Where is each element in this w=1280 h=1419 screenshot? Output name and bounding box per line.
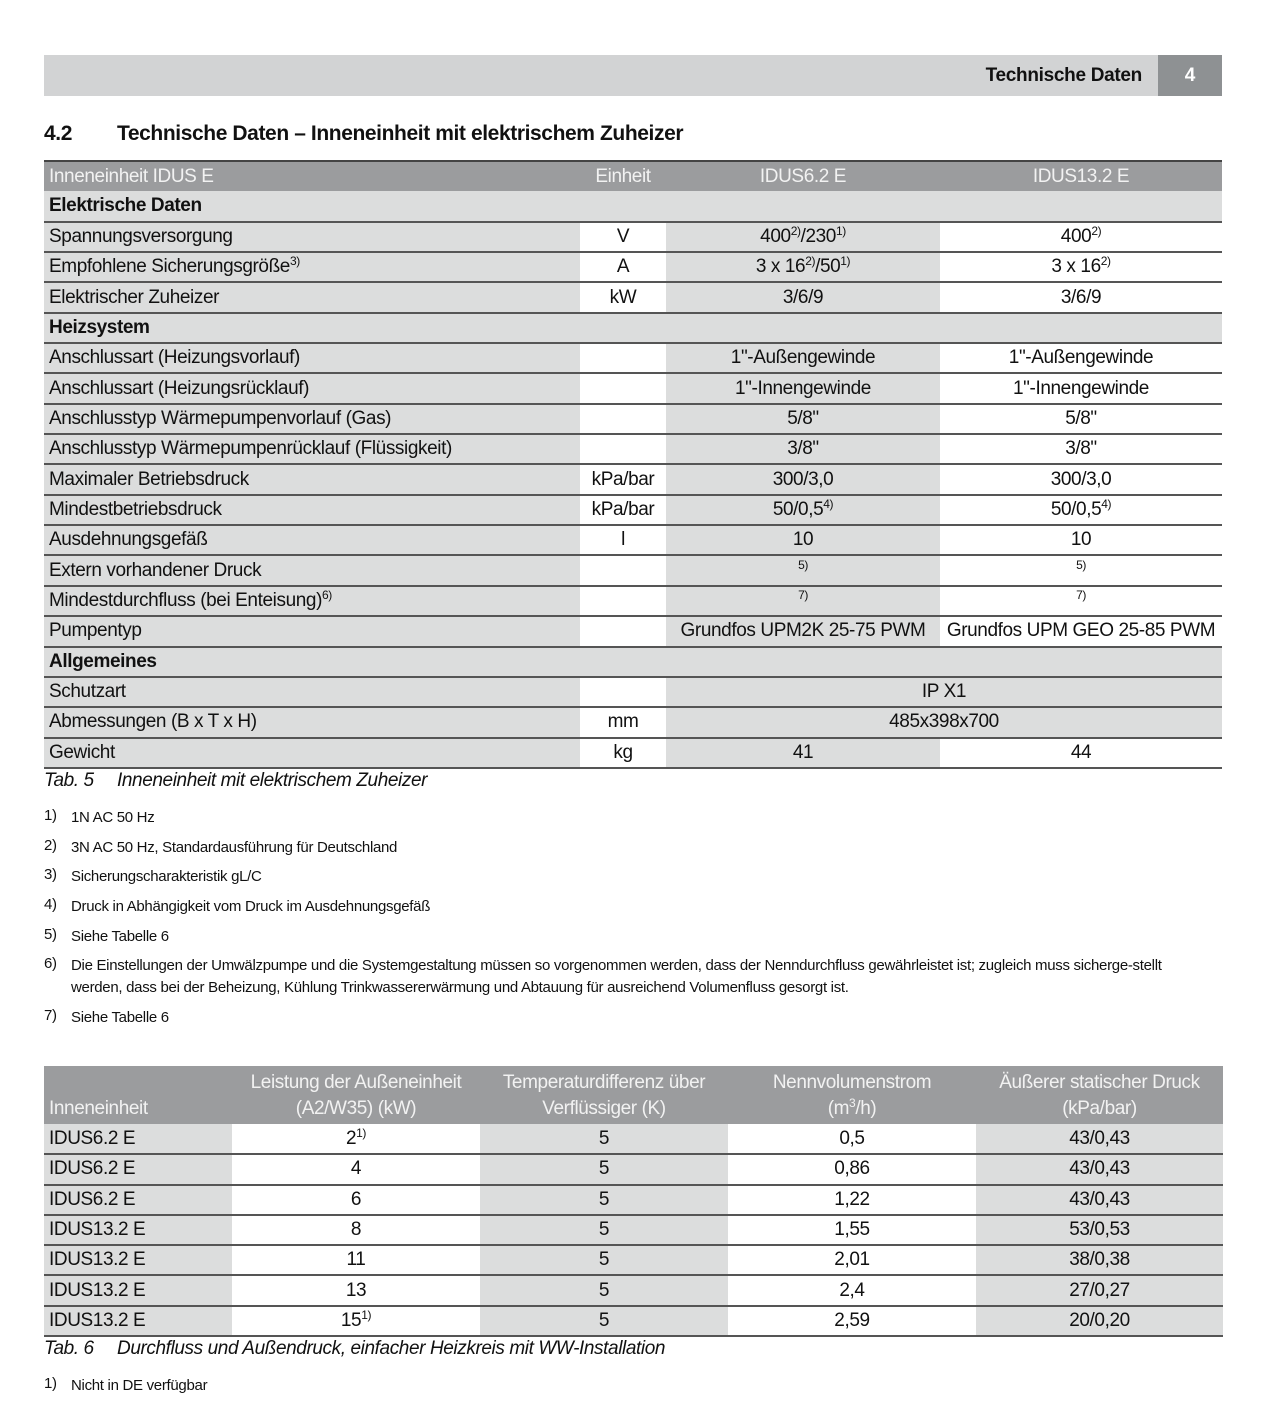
caption-text: Inneneinheit mit elektrischem Zuheizer [117, 770, 428, 791]
col-header-temperaturdifferenz: Temperaturdifferenz über Verflüssiger (K) [480, 1066, 728, 1124]
table-row [44, 464, 1222, 494]
value-idus13: 5/8" [940, 404, 1222, 434]
value-idus6: Grundfos UPM2K 25-75 PWM [666, 616, 940, 646]
table-header-row [44, 1066, 1223, 1124]
table-row [44, 738, 1222, 768]
row-label: Spannungsversorgung [44, 222, 580, 252]
page-number: 4 [1158, 55, 1222, 96]
row-unit [580, 616, 666, 646]
value-shared: IP X1 [666, 677, 1222, 707]
footnote: 5) Siehe Tabelle 6 [44, 926, 169, 945]
value-idus6: 1"-Innengewinde [666, 373, 940, 403]
value-idus13: Grundfos UPM GEO 25-85 PWM [940, 616, 1222, 646]
cell-temperaturdifferenz: 5 [480, 1275, 728, 1305]
group-row-allgemeines [44, 647, 1222, 677]
row-unit: V [580, 222, 666, 252]
footnote: 4) Druck in Abhängigkeit vom Druck im Ausdehnungsgefäß [44, 896, 431, 915]
cell-statischer-druck: 43/0,43 [976, 1154, 1223, 1184]
row-label: Anschlussart (Heizungsrücklauf) [44, 373, 580, 403]
row-unit: mm [580, 707, 666, 737]
row-label: Extern vorhandener Druck [44, 555, 580, 585]
table-header-row [44, 161, 1222, 191]
section-number: 4.2 [44, 122, 72, 145]
value-idus13: 300/3,0 [940, 464, 1222, 494]
value-idus13: 1"-Außengewinde [940, 343, 1222, 373]
value-idus6: 10 [666, 525, 940, 555]
table-number: Tab. 5 [44, 770, 94, 791]
cell-statischer-druck: 43/0,43 [976, 1124, 1223, 1154]
group-row-heizsystem [44, 313, 1222, 343]
cell-nennvolumenstrom: 1,55 [728, 1215, 976, 1245]
col-header-einheit: Einheit [580, 161, 666, 191]
cell-leistung: 13 [232, 1275, 480, 1305]
col-header-leistung: Leistung der Außeneinheit (A2/W35) (kW) [232, 1066, 480, 1124]
cell-inneneinheit: IDUS6.2 E [44, 1124, 232, 1154]
row-label: Mindestbetriebsdruck [44, 495, 580, 525]
cell-nennvolumenstrom: 2,4 [728, 1275, 976, 1305]
cell-temperaturdifferenz: 5 [480, 1215, 728, 1245]
row-label: Ausdehnungsgefäß [44, 525, 580, 555]
table-row [44, 707, 1222, 737]
cell-nennvolumenstrom: 1,22 [728, 1185, 976, 1215]
cell-temperaturdifferenz: 5 [480, 1245, 728, 1275]
value-idus6: 300/3,0 [666, 464, 940, 494]
value-idus13: 3/8" [940, 434, 1222, 464]
table-row [44, 373, 1222, 403]
cell-leistung: 15$^{1)}$ [232, 1306, 480, 1336]
cell-inneneinheit: IDUS13.2 E [44, 1306, 232, 1336]
cell-leistung: 6 [232, 1185, 480, 1215]
value-idus6: 1"-Außengewinde [666, 343, 940, 373]
row-label: Anschlusstyp Wärmepumpenrücklauf (Flüssigkeit) [44, 434, 580, 464]
row-unit [580, 343, 666, 373]
cell-nennvolumenstrom: 0,86 [728, 1154, 976, 1184]
caption-text: Durchfluss und Außendruck, einfacher Heizkreis mit WW-Installation [117, 1338, 666, 1359]
value-idus6: 5) [666, 555, 940, 585]
value-idus13: 400$^{2)}$ [940, 222, 1222, 252]
table-row [44, 495, 1222, 525]
col-header-inneneinheit: Inneneinheit IDUS E [44, 161, 580, 191]
row-label: Elektrischer Zuheizer [44, 282, 580, 312]
table-row [44, 1124, 1223, 1154]
cell-nennvolumenstrom: 0,5 [728, 1124, 976, 1154]
row-unit [580, 586, 666, 616]
table-row [44, 586, 1222, 616]
value-idus13: 44 [940, 738, 1222, 768]
table-row [44, 1306, 1223, 1336]
table-row [44, 1215, 1223, 1245]
value-idus13: 3 x 16$^{2)}$ [940, 252, 1222, 282]
section-title: Technische Daten – Inneneinheit mit elektrischem Zuheizer [117, 122, 684, 145]
footnote: 6) Die Einstellungen der Umwälzpumpe und die Systemgestaltung müssen so vorgenommen werden, dass der Nenndurchfluss gewährleistet ist; zugleich muss sicherge-stellt werden, dass bei der Beheizung, Kühlung Trinkwassererwärmung und Abtauung für ausreichend Volumenfluss gesorgt ist. [44, 955, 1162, 996]
table-row [44, 252, 1222, 282]
cell-inneneinheit: IDUS13.2 E [44, 1215, 232, 1245]
row-unit: l [580, 525, 666, 555]
value-idus13: 1"-Innengewinde [940, 373, 1222, 403]
value-idus6: 3 x 16$^{2)}$/50$^{1)}$ [666, 252, 940, 282]
value-idus6: 50/0,5$^{4)}$ [666, 495, 940, 525]
row-unit: A [580, 252, 666, 282]
row-label: Abmessungen (B x T x H) [44, 707, 580, 737]
cell-inneneinheit: IDUS6.2 E [44, 1185, 232, 1215]
row-label: Maximaler Betriebsdruck [44, 464, 580, 494]
table-row [44, 1185, 1223, 1215]
value-idus6: 7) [666, 586, 940, 616]
cell-inneneinheit: IDUS6.2 E [44, 1154, 232, 1184]
value-idus6: 41 [666, 738, 940, 768]
row-unit [580, 677, 666, 707]
table-row [44, 282, 1222, 312]
table-row [44, 404, 1222, 434]
cell-statischer-druck: 43/0,43 [976, 1185, 1223, 1215]
cell-statischer-druck: 20/0,20 [976, 1306, 1223, 1336]
row-unit: kPa/bar [580, 495, 666, 525]
row-label: Pumpentyp [44, 616, 580, 646]
table-caption [44, 1338, 665, 1360]
footnote: 2) 3N AC 50 Hz, Standardausführung für Deutschland [44, 837, 398, 856]
cell-nennvolumenstrom: 2,59 [728, 1306, 976, 1336]
table-row [44, 434, 1222, 464]
section-heading [44, 122, 683, 146]
cell-leistung: 4 [232, 1154, 480, 1184]
cell-temperaturdifferenz: 5 [480, 1185, 728, 1215]
cell-inneneinheit: IDUS13.2 E [44, 1245, 232, 1275]
row-label: Empfohlene Sicherungsgröße$^{3)}$ [44, 252, 580, 282]
flow-pressure-table [44, 1066, 1223, 1337]
value-shared: 485x398x700 [666, 707, 1222, 737]
col-header-idus13: IDUS13.2 E [940, 161, 1222, 191]
table-row [44, 1154, 1223, 1184]
value-idus13: 7) [940, 586, 1222, 616]
table-row [44, 343, 1222, 373]
row-label: Gewicht [44, 738, 580, 768]
row-unit: kPa/bar [580, 464, 666, 494]
cell-leistung: 2$^{1)}$ [232, 1124, 480, 1154]
cell-leistung: 11 [232, 1245, 480, 1275]
row-label: Mindestdurchfluss (bei Enteisung)$^{6)}$ [44, 586, 580, 616]
row-label: Anschlussart (Heizungsvorlauf) [44, 343, 580, 373]
value-idus6: 400$^{2)}$/230$^{1)}$ [666, 222, 940, 252]
row-unit [580, 555, 666, 585]
footnote: 7) Siehe Tabelle 6 [44, 1007, 169, 1026]
col-header-nennvolumenstrom: Nennvolumenstrom $(m^3/h)$ [728, 1066, 976, 1124]
row-unit [580, 373, 666, 403]
footnote: 1) Nicht in DE verfügbar [44, 1375, 208, 1394]
row-label: Schutzart [44, 677, 580, 707]
technical-data-table [44, 160, 1222, 769]
page-header [44, 55, 1222, 96]
row-unit: kW [580, 282, 666, 312]
table-row [44, 1245, 1223, 1275]
value-idus13: 3/6/9 [940, 282, 1222, 312]
table-row [44, 1275, 1223, 1305]
table-row [44, 555, 1222, 585]
group-row-elektrisch [44, 191, 1222, 221]
col-header-statischer-druck: Äußerer statischer Druck (kPa/bar) [976, 1066, 1223, 1124]
value-idus13: 50/0,5$^{4)}$ [940, 495, 1222, 525]
row-unit: kg [580, 738, 666, 768]
row-label: Anschlusstyp Wärmepumpenvorlauf (Gas) [44, 404, 580, 434]
value-idus6: 5/8" [666, 404, 940, 434]
value-idus6: 3/8" [666, 434, 940, 464]
col-header-inneneinheit: Inneneinheit [44, 1066, 232, 1124]
cell-temperaturdifferenz: 5 [480, 1124, 728, 1154]
row-unit [580, 404, 666, 434]
table-row [44, 677, 1222, 707]
cell-inneneinheit: IDUS13.2 E [44, 1275, 232, 1305]
cell-statischer-druck: 53/0,53 [976, 1215, 1223, 1245]
group-label: Heizsystem [44, 313, 1222, 343]
table-row [44, 222, 1222, 252]
footnote: 3) Sicherungscharakteristik gL/C [44, 866, 262, 885]
cell-temperaturdifferenz: 5 [480, 1306, 728, 1336]
row-unit [580, 434, 666, 464]
table-number: Tab. 6 [44, 1338, 94, 1359]
cell-leistung: 8 [232, 1215, 480, 1245]
header-title: Technische Daten [985, 65, 1142, 86]
group-label: Elektrische Daten [44, 191, 1222, 221]
col-header-idus6: IDUS6.2 E [666, 161, 940, 191]
footnote: 1) 1N AC 50 Hz [44, 807, 155, 826]
cell-nennvolumenstrom: 2,01 [728, 1245, 976, 1275]
cell-statischer-druck: 38/0,38 [976, 1245, 1223, 1275]
value-idus13: 5) [940, 555, 1222, 585]
cell-temperaturdifferenz: 5 [480, 1154, 728, 1184]
cell-statischer-druck: 27/0,27 [976, 1275, 1223, 1305]
table-row [44, 525, 1222, 555]
table-caption [44, 770, 427, 792]
value-idus6: 3/6/9 [666, 282, 940, 312]
group-label: Allgemeines [44, 647, 1222, 677]
value-idus13: 10 [940, 525, 1222, 555]
table-row [44, 616, 1222, 646]
